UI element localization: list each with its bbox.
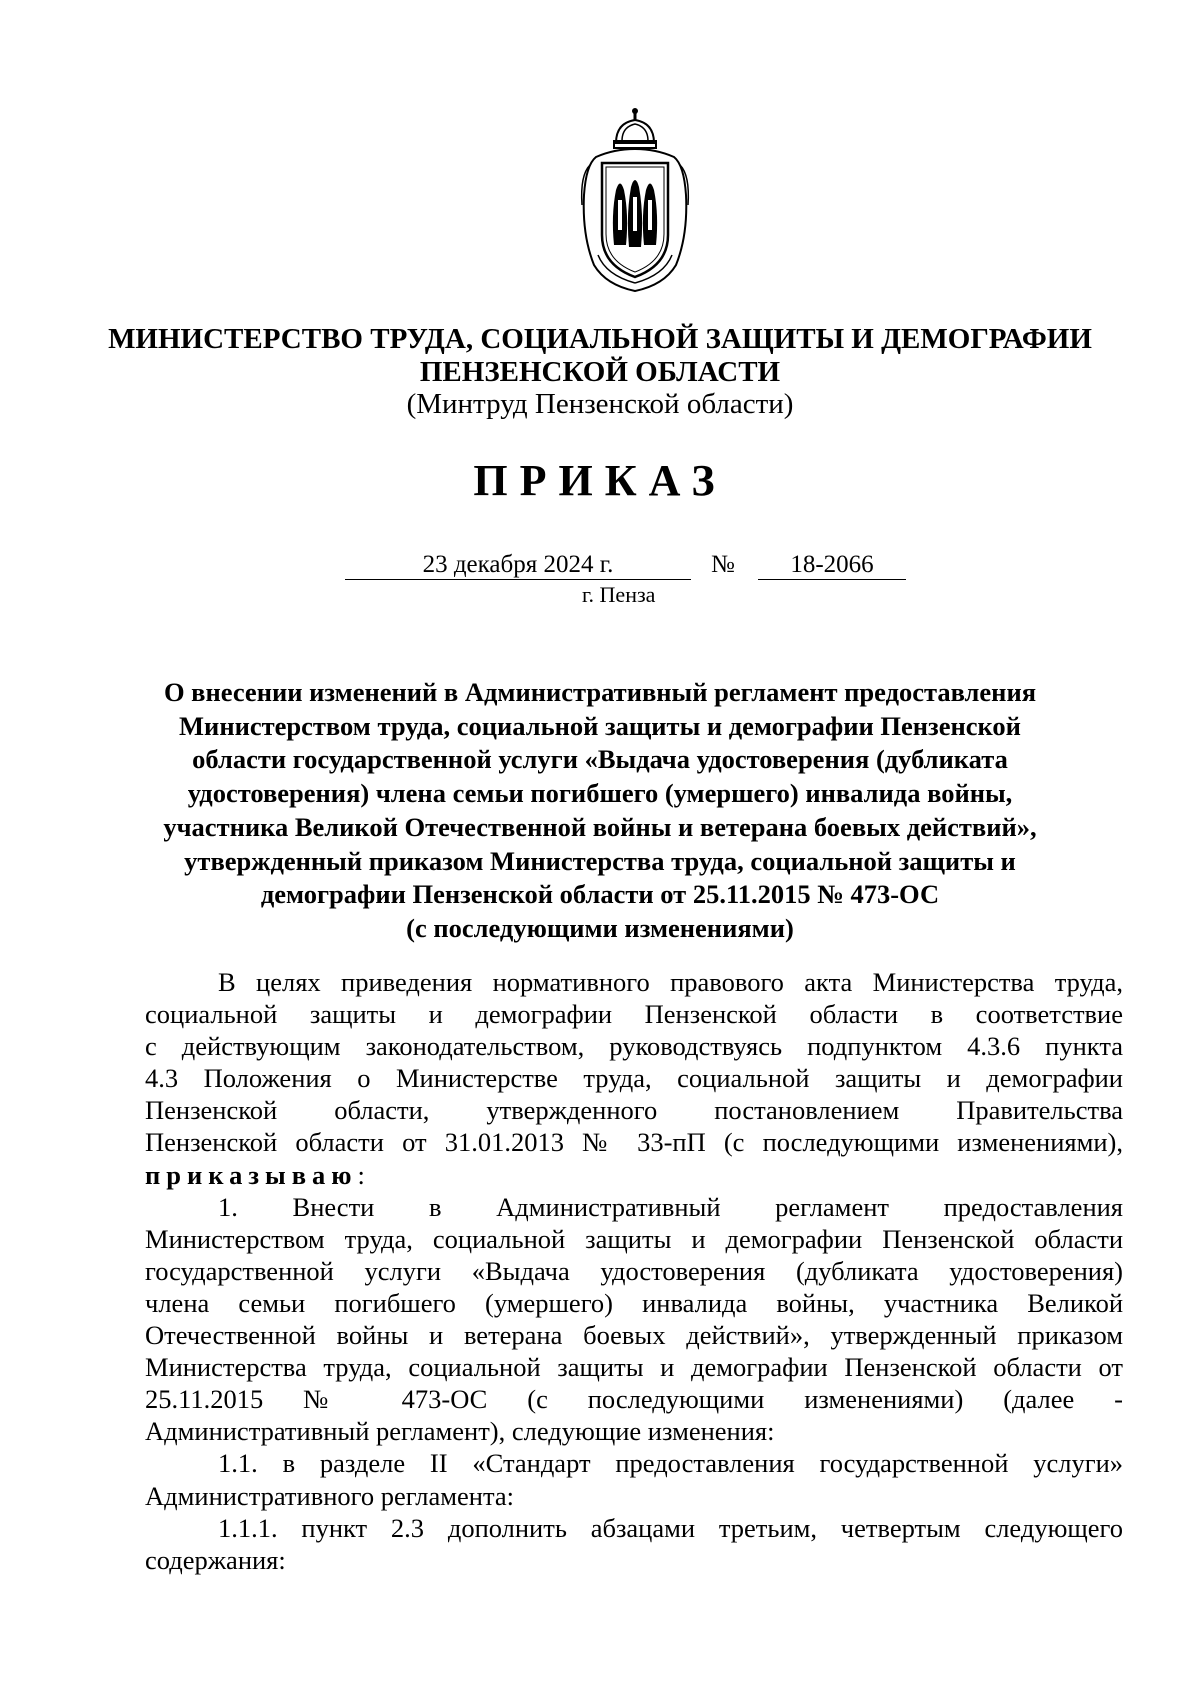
- ministry-short-name: (Минтруд Пензенской области): [406, 388, 794, 420]
- order-subject-heading: [130, 676, 1070, 946]
- body-line: 1. Внести в Административный регламент предоставления: [218, 1191, 1123, 1222]
- subject-line: демографии Пензенской области от 25.11.2015 № 473-ОС: [260, 879, 940, 910]
- body-line: 25.11.2015 № 473-ОС (с последующими изменениями) (далее -: [145, 1384, 1123, 1415]
- body-line: Административный регламент), следующие изменения:: [145, 1416, 775, 1447]
- order-number: 18-2066: [758, 551, 906, 580]
- body-line: содержания:: [145, 1544, 286, 1575]
- body-line: Отечественной войны и ветерана боевых действий», утвержденный приказом: [145, 1320, 1123, 1351]
- body-line: Административного регламента:: [145, 1480, 514, 1511]
- ministry-name-line-2: ПЕНЗЕНСКОЙ ОБЛАСТИ: [419, 356, 781, 388]
- number-sign: №: [711, 551, 735, 578]
- order-directive-word: приказываю: [145, 1159, 358, 1190]
- body-line: В целях приведения нормативного правового акта Министерства труда,: [218, 967, 1123, 997]
- body-line: социальной защиты и демографии Пензенской области в соответствие: [145, 999, 1123, 1030]
- ministry-name-line-1: МИНИСТЕРСТВО ТРУДА, СОЦИАЛЬНОЙ ЗАЩИТЫ И ДЕМОГРАФИИ: [108, 323, 1092, 355]
- body-line: Министерством труда, социальной защиты и демографии Пензенской области: [145, 1223, 1123, 1254]
- body-line: с действующим законодательством, руководствуясь подпунктом 4.3.6 пункта: [145, 1031, 1123, 1062]
- subject-line: О внесении изменений в Административный регламент предоставления: [163, 677, 1037, 707]
- body-line: члена семьи погибшего (умершего) инвалида войны, участника Великой: [145, 1287, 1123, 1318]
- subject-line: участника Великой Отечественной войны и ветерана боевых действий»,: [163, 811, 1037, 842]
- ministry-name: [100, 323, 1100, 389]
- body-line: 1.1. в разделе II «Стандарт предоставления государственной услуги»: [218, 1448, 1123, 1479]
- document-type-title: ПРИКАЗ: [473, 456, 727, 505]
- subject-line: Министерством труда, социальной защиты и демографии Пензенской: [179, 710, 1021, 741]
- subject-line: утвержденный приказом Министерства труда, социальной защиты и: [184, 845, 1016, 876]
- subject-line: удостоверения) члена семьи погибшего (умершего) инвалида войны,: [187, 778, 1013, 809]
- subject-line: области государственной услуги «Выдача удостоверения (дубликата: [192, 744, 1008, 775]
- body-line: [145, 1159, 1123, 1191]
- order-directive-colon: :: [357, 1159, 365, 1190]
- body-line: Пензенской области от 31.01.2013 № 33-пП (с последующими изменениями),: [145, 1127, 1123, 1158]
- order-date: 23 декабря 2024 г.: [345, 551, 691, 580]
- subject-line: (с последующими изменениями): [406, 912, 794, 943]
- body-line: государственной услуги «Выдача удостоверения (дубликата удостоверения): [145, 1255, 1123, 1286]
- body-line: 1.1.1. пункт 2.3 дополнить абзацами третьим, четвертым следующего: [218, 1512, 1123, 1543]
- order-body-text: [145, 966, 1123, 1576]
- body-line: Пензенской области, утвержденного постановлением Правительства: [145, 1095, 1123, 1126]
- penza-coat-of-arms-icon: [576, 105, 694, 293]
- body-line: Министерства труда, социальной защиты и демографии Пензенской области от: [145, 1352, 1123, 1383]
- body-line: 4.3 Положения о Министерстве труда, социальной защиты и демографии: [145, 1063, 1123, 1094]
- order-city: г. Пенза: [582, 582, 656, 607]
